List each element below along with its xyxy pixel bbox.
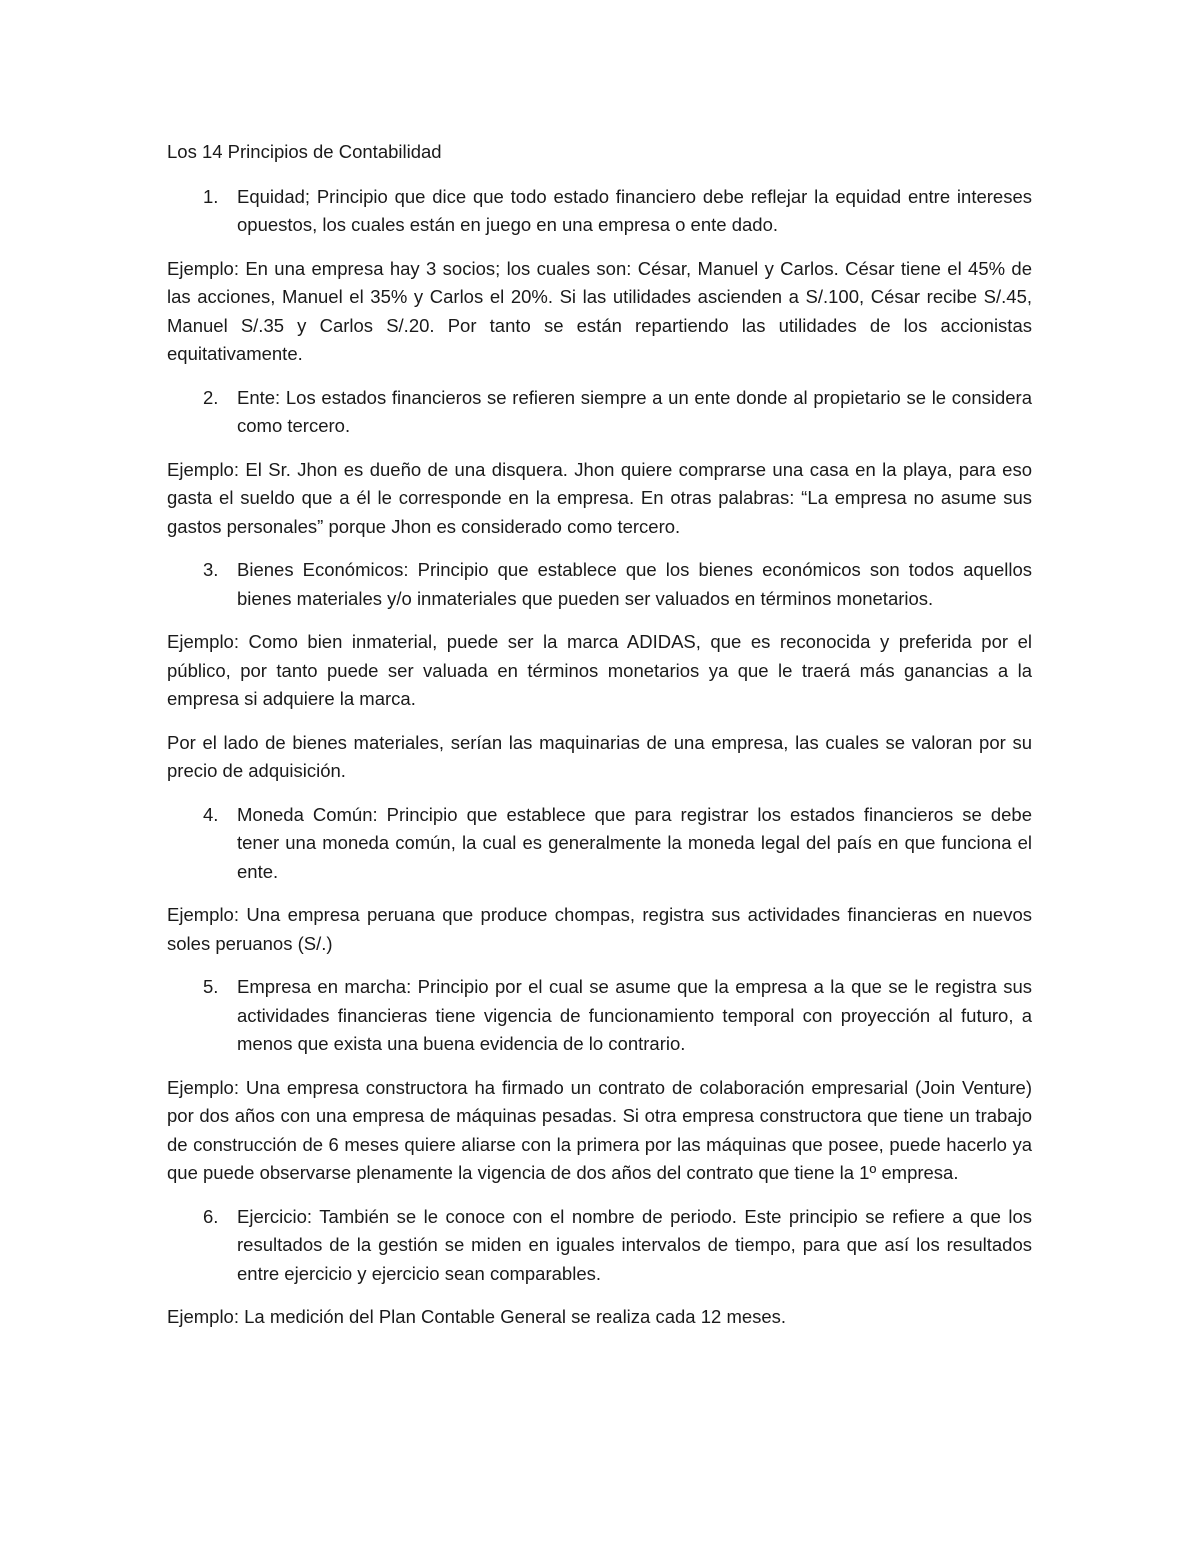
principle-item-ente	[167, 384, 1032, 441]
principle-text: Ejercicio: También se le conoce con el nombre de periodo. Este principio se refiere a que los resultados de la gestión se miden en iguales intervalos de tiempo, para que así los resultados entre ejercicio y ejercicio sean comparables.	[237, 1205, 1032, 1284]
example-paragraph: Por el lado de bienes materiales, serían las maquinarias de una empresa, las cuales se valoran por su precio de adquisición.	[167, 731, 1032, 781]
list-number: 2.	[203, 386, 219, 408]
principle-text: Bienes Económicos: Principio que establece que los bienes económicos son todos aquellos bienes materiales y/o inmateriales que pueden ser valuados en términos monetarios.	[237, 559, 1032, 609]
principle-text: Empresa en marcha: Principio por el cual se asume que la empresa a la que se le registra sus actividades financieras tiene vigencia de funcionamiento temporal con proyección al futuro, a menos que exista una buena evidencia de lo contrario.	[237, 976, 1032, 1054]
list-number: 3.	[203, 559, 219, 580]
principle-text: Moneda Común: Principio que establece que para registrar los estados financieros se debe tener una moneda común, la cual es generalmente la moneda legal del país en que funciona el ente.	[237, 803, 1032, 882]
list-number: 5.	[203, 976, 219, 997]
principle-item-ejercicio	[167, 1203, 1032, 1289]
example-paragraph: Ejemplo: Como bien inmaterial, puede ser la marca ADIDAS, que es reconocida y preferida por el público, por tanto puede ser valuada en términos monetarios ya que le traerá más ganancias a la empresa si adquiere la marca.	[167, 631, 1032, 709]
principle-item-empresa-en-marcha	[167, 973, 1032, 1059]
list-number: 1.	[203, 185, 219, 207]
example-paragraph: Ejemplo: La medición del Plan Contable General se realiza cada 12 meses.	[167, 1306, 787, 1327]
list-number: 4.	[203, 803, 219, 825]
list-number: 6.	[203, 1205, 219, 1227]
example-paragraph: Ejemplo: Una empresa peruana que produce chompas, registra sus actividades financieras en nuevos soles peruanos (S/.)	[167, 904, 1032, 954]
principle-item-equidad	[167, 183, 1032, 240]
principle-text: Equidad; Principio que dice que todo estado financiero debe reflejar la equidad entre intereses opuestos, los cuales están en juego en una empresa o ente dado.	[237, 185, 1032, 235]
example-paragraph: Ejemplo: Una empresa constructora ha firmado un contrato de colaboración empresarial (Join Venture) por dos años con una empresa de máquinas pesadas. Si otra empresa constructora que tiene un trabajo de construcción de 6 meses quiere aliarse con la primera por las máquinas que posee, puede hacerlo ya que puede observarse plenamente la vigencia de dos años del contrato que tiene la 1º empresa.	[167, 1076, 1032, 1183]
document-body	[167, 138, 1032, 1347]
example-paragraph: Ejemplo: En una empresa hay 3 socios; los cuales son: César, Manuel y Carlos. César tiene el 45% de las acciones, Manuel el 35% y Carlos el 20%. Si las utilidades ascienden a S/.100, César recibe S/.45, Manuel S/.35 y Carlos S/.20. Por tanto se están repartiendo las utilidades de los accionistas equitativamente.	[167, 257, 1032, 364]
example-paragraph: Ejemplo: El Sr. Jhon es dueño de una disquera. Jhon quiere comprarse una casa en la playa, para eso gasta el sueldo que a él le corresponde en la empresa. En otras palabras: “La empresa no asume sus gastos personales” porque Jhon es considerado como tercero.	[167, 458, 1032, 537]
principle-text: Ente: Los estados financieros se refieren siempre a un ente donde al propietario se le considera como tercero.	[237, 386, 1032, 436]
document-title: Los 14 Principios de Contabilidad	[167, 141, 442, 162]
principle-item-bienes-economicos	[167, 556, 1032, 613]
principle-item-moneda-comun	[167, 801, 1032, 887]
